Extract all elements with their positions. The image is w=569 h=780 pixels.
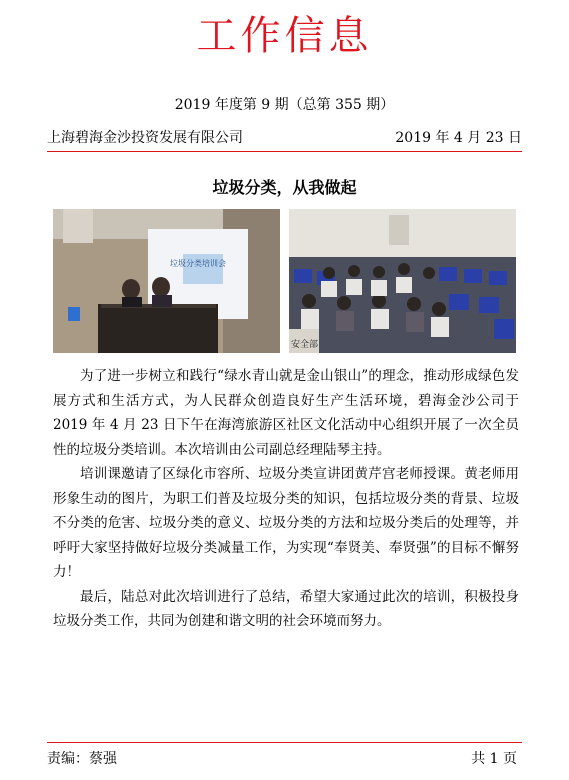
header-divider — [47, 151, 522, 152]
projector-screen-text: 垃圾分类培训会 — [170, 259, 226, 268]
article-paragraph: 培训课邀请了区绿化市容所、垃圾分类宣讲团黄芹宫老师授课。黄老师用形象生动的图片，为职工们普及垃圾分类的知识，包括垃圾分类的背景、垃圾不分类的危害、垃圾分类的意义、垃圾分类的方法和垃圾分类后的处理等，并呼吁大家坚持做好垃圾分类减量工作，为实现“奉贤美、奉贤强”的目标不懈努力！ — [53, 466, 519, 580]
article-body — [53, 364, 519, 634]
issue-number: 2019 年度第 9 期（总第 355 期） — [174, 97, 395, 113]
page-count: 共 1 页 — [471, 751, 517, 767]
publish-date: 2019 年 4 月 23 日 — [395, 130, 522, 146]
masthead-title: 工作信息 — [196, 13, 373, 59]
organization-name: 上海碧海金沙投资发展有限公司 — [47, 130, 243, 146]
article-title: 垃圾分类，从我做起 — [212, 178, 357, 197]
training-audience-photo — [289, 209, 516, 353]
seat-sign-text: 安全部 — [291, 340, 319, 350]
footer — [47, 748, 517, 768]
training-presenters-photo — [53, 209, 280, 353]
editor-credit: 责编：蔡强 — [47, 751, 117, 767]
article-paragraph: 最后，陆总对此次培训进行了总结，希望大家通过此次的培训，积极投身垃圾分类工作，共同为创建和谐文明的社会环境而努力。 — [53, 588, 519, 629]
publisher-line — [47, 128, 522, 148]
footer-divider — [47, 742, 522, 743]
article-paragraph: 为了进一步树立和践行“绿水青山就是金山银山”的理念，推动形成绿色发展方式和生活方式，为人民群众创造良好生产生活环境，碧海金沙公司于 2019 年 4 月 23 日下午在海湾旅游区社区文化活动中心组织开展了一次全员性的垃圾分类培训。本次培训由公司副总经理陆琴主持。 — [53, 368, 519, 458]
